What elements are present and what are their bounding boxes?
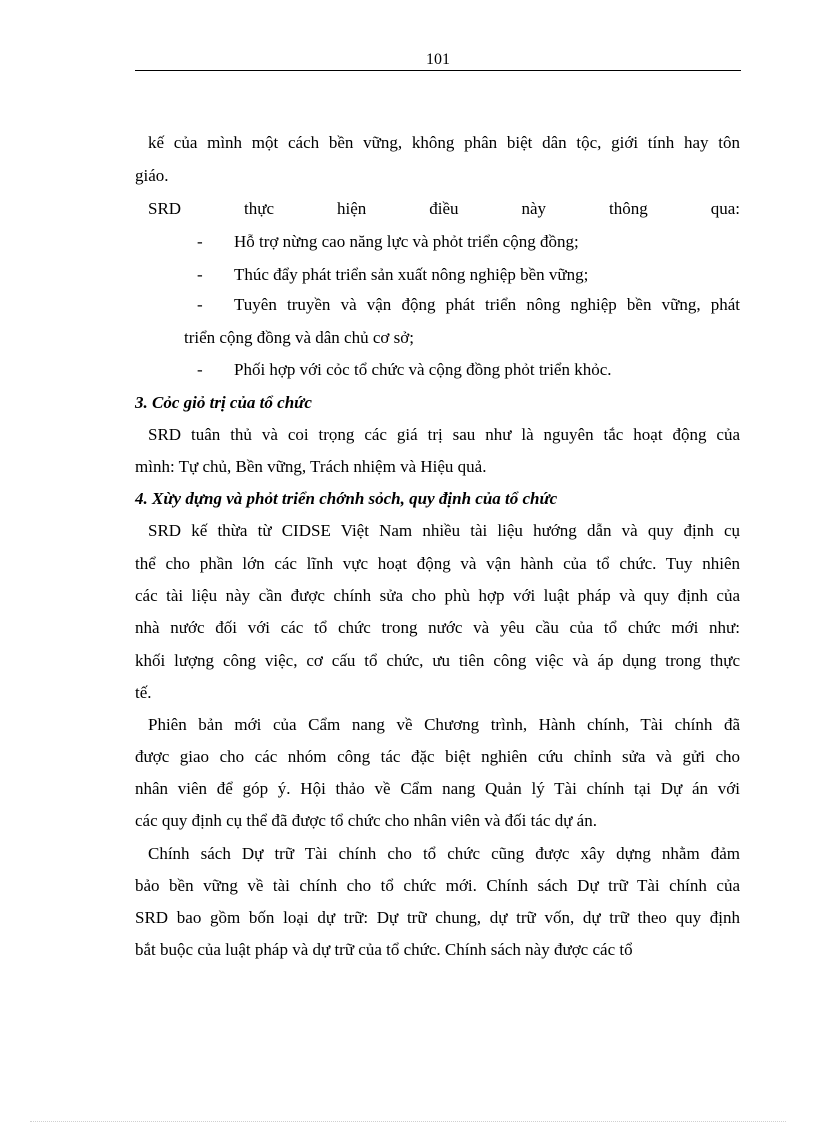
word: SRD	[148, 199, 182, 218]
paragraph-line	[135, 746, 740, 768]
paragraph-line	[135, 843, 740, 865]
text-line: được giao cho các nhóm công tác đặc biệt nghiên cứu chỉnh sửa và gửi cho	[135, 747, 740, 766]
section-heading: 3. Cỏc giỏ trị của tổ chức	[135, 393, 312, 412]
bullet-dash: -	[197, 295, 203, 314]
paragraph-line	[135, 585, 740, 607]
text-line: SRD bao gồm bốn loại dự trữ: Dự trữ chung, dự trữ vốn, dự trữ theo quy định	[135, 908, 740, 927]
text-line: Chính sách Dự trữ Tài chính cho tổ chức cũng được xây dựng nhằm đảm	[148, 844, 740, 863]
text-line: giáo.	[135, 166, 169, 185]
bullet-item: Hỗ trợ nừng cao năng lực và phỏt triển cộng đồng;	[234, 232, 579, 251]
text-line: SRD tuân thủ và coi trọng các giá trị sau như là nguyên tắc hoạt động của	[148, 425, 740, 444]
bullet-item: Tuyên truyền và vận động phát triển nông nghiệp bền vững, phát	[234, 295, 740, 314]
paragraph-line	[135, 553, 740, 575]
paragraph-line	[135, 907, 740, 929]
paragraph-line	[135, 714, 740, 736]
paragraph-line	[135, 424, 740, 446]
text-line: nhân viên để góp ý. Hội thảo về Cẩm nang Quản lý Tài chính tại Dự án với	[135, 779, 740, 798]
paragraph-line	[135, 650, 740, 672]
text-line: nhà nước đối với các tổ chức trong nước và yêu cầu của tổ chức mới như:	[135, 618, 740, 637]
paragraph-line	[135, 132, 740, 154]
text-line: mình: Tự chủ, Bền vững, Trách nhiệm và Hiệu quả.	[135, 457, 487, 476]
bullet-item-continued: triển cộng đồng và dân chủ cơ sở;	[184, 328, 414, 347]
text-line: các quy định cụ thể đã được tổ chức cho nhân viên và đối tác dự án.	[135, 811, 597, 830]
text-line: SRD kế thừa từ CIDSE Việt Nam nhiều tài liệu hướng dẫn và quy định cụ	[148, 521, 740, 540]
word: thực	[244, 199, 275, 218]
text-line: thể cho phần lớn các lĩnh vực hoạt động và vận hành của tổ chức. Tuy nhiên	[135, 554, 740, 573]
paragraph-line	[135, 778, 740, 800]
paragraph-line	[135, 520, 740, 542]
word: điều	[429, 199, 459, 218]
paragraph-line	[135, 875, 740, 897]
paragraph-line-justified	[135, 198, 740, 220]
page-bottom-divider	[30, 1121, 786, 1122]
page-number: 101	[135, 50, 741, 71]
text-line: các tài liệu này cần được chính sửa cho phù hợp với luật pháp và quy định của	[135, 586, 740, 605]
text-line: kế của mình một cách bền vững, không phân biệt dân tộc, giới tính hay tôn	[148, 133, 740, 152]
word: hiện	[337, 199, 367, 218]
paragraph-line	[135, 617, 740, 639]
text-line: khối lượng công việc, cơ cấu tổ chức, ưu tiên công việc và áp dụng trong thực	[135, 651, 740, 670]
word: qua:	[710, 199, 740, 218]
section-heading: 4. Xừy dựng và phỏt triển chớnh sỏch, quy định của tổ chức	[135, 489, 558, 508]
word: thông	[609, 199, 648, 218]
text-line: bắt buộc của luật pháp và dự trữ của tổ chức. Chính sách này được các tổ	[135, 940, 633, 959]
bullet-item: Phối hợp với cỏc tổ chức và cộng đồng phỏt triển khỏc.	[234, 360, 612, 379]
bullet-item: Thúc đẩy phát triển sản xuất nông nghiệp bền vững;	[234, 265, 589, 284]
bullet-dash: -	[197, 265, 203, 284]
word: này	[521, 199, 547, 218]
bullet-dash: -	[197, 360, 203, 379]
text-line: Phiên bản mới của Cẩm nang về Chương trình, Hành chính, Tài chính đã	[148, 715, 740, 734]
bullet-dash: -	[197, 232, 203, 251]
text-line: bảo bền vững về tài chính cho tổ chức mới. Chính sách Dự trữ Tài chính của	[135, 876, 740, 895]
text-line: tế.	[135, 683, 152, 702]
